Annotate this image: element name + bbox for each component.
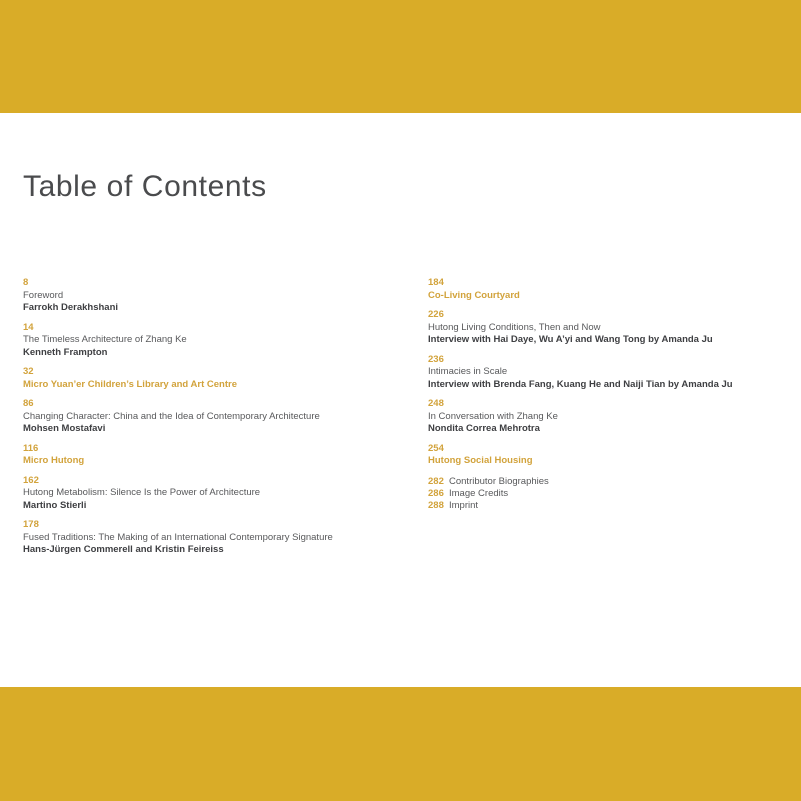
toc-entry: [23, 475, 405, 513]
entry-title: Hutong Social Housing: [428, 455, 533, 466]
page-number: 288: [428, 499, 444, 511]
entry-author: Interview with Hai Daye, Wu A’yi and Wang Tong by Amanda Ju: [428, 334, 713, 345]
entry-author: Hans-Jürgen Commerell and Kristin Feireiss: [23, 544, 224, 555]
toc-entry: [428, 398, 801, 436]
entry-author: Martino Stierli: [23, 499, 87, 511]
entry-title: Micro Hutong: [23, 455, 85, 466]
entry-author: Farrokh Derakhshani: [23, 302, 119, 313]
back-matter-label: Image Credits: [449, 487, 509, 499]
back-matter-label: Contributor Biographies: [449, 475, 549, 487]
page-number: 8: [23, 277, 29, 288]
entry-title: Micro Yuan’er Children’s Library and Art Centre: [23, 378, 237, 390]
entry-author: Interview with Brenda Fang, Kuang He and Naiji Tian by Amanda Ju: [428, 378, 733, 390]
top-color-band: [0, 0, 801, 113]
entry-author: Nondita Correa Mehrotra: [428, 423, 540, 434]
toc-entry: [428, 354, 801, 392]
page-number: 178: [23, 519, 39, 530]
toc-entry-project: [428, 277, 801, 302]
page-number: 286: [428, 487, 444, 499]
entry-title: Fused Traditions: The Making of an International Contemporary Signature: [23, 531, 333, 543]
entry-title: The Timeless Architecture of Zhang Ke: [23, 334, 187, 345]
page-number: 14: [23, 321, 34, 333]
page-number: 32: [23, 366, 34, 377]
toc-entry: [428, 309, 801, 347]
page-title: Table of Contents: [23, 170, 267, 203]
entry-title: Hutong Metabolism: Silence Is the Power of Architecture: [23, 487, 261, 498]
toc-right-column: [428, 277, 801, 512]
entry-title: Hutong Living Conditions, Then and Now: [428, 321, 601, 333]
toc-entry: [23, 277, 405, 315]
toc-entry-project: [23, 443, 405, 468]
entry-author: Kenneth Frampton: [23, 346, 108, 358]
toc-entry: [23, 398, 405, 436]
page-number: 116: [23, 442, 39, 454]
back-matter-row: [428, 500, 801, 512]
entry-title: Intimacies in Scale: [428, 366, 508, 377]
back-matter-list: [428, 476, 801, 512]
back-matter-label: Imprint: [449, 499, 479, 511]
page-number: 282: [428, 475, 444, 487]
entry-title: Changing Character: China and the Idea of Contemporary Architecture: [23, 410, 320, 422]
toc-entry-project: [428, 443, 801, 468]
toc-entry-project: [23, 366, 405, 391]
page-number: 254: [428, 442, 444, 454]
entry-title: Co-Living Courtyard: [428, 289, 520, 301]
entry-title: In Conversation with Zhang Ke: [428, 410, 558, 422]
back-matter-row: [428, 488, 801, 500]
page-number: 236: [428, 353, 444, 365]
page-number: 86: [23, 398, 34, 409]
entry-author: Mohsen Mostafavi: [23, 423, 106, 434]
entry-title: Foreword: [23, 289, 64, 301]
page-number: 184: [428, 277, 444, 288]
back-matter-row: [428, 476, 801, 488]
bottom-color-band: [0, 687, 801, 801]
page-number: 248: [428, 398, 444, 409]
toc-entry: [23, 322, 405, 360]
page-number: 226: [428, 309, 444, 320]
page-number: 162: [23, 474, 39, 486]
toc-entry: [23, 519, 405, 557]
toc-left-column: [23, 277, 405, 564]
